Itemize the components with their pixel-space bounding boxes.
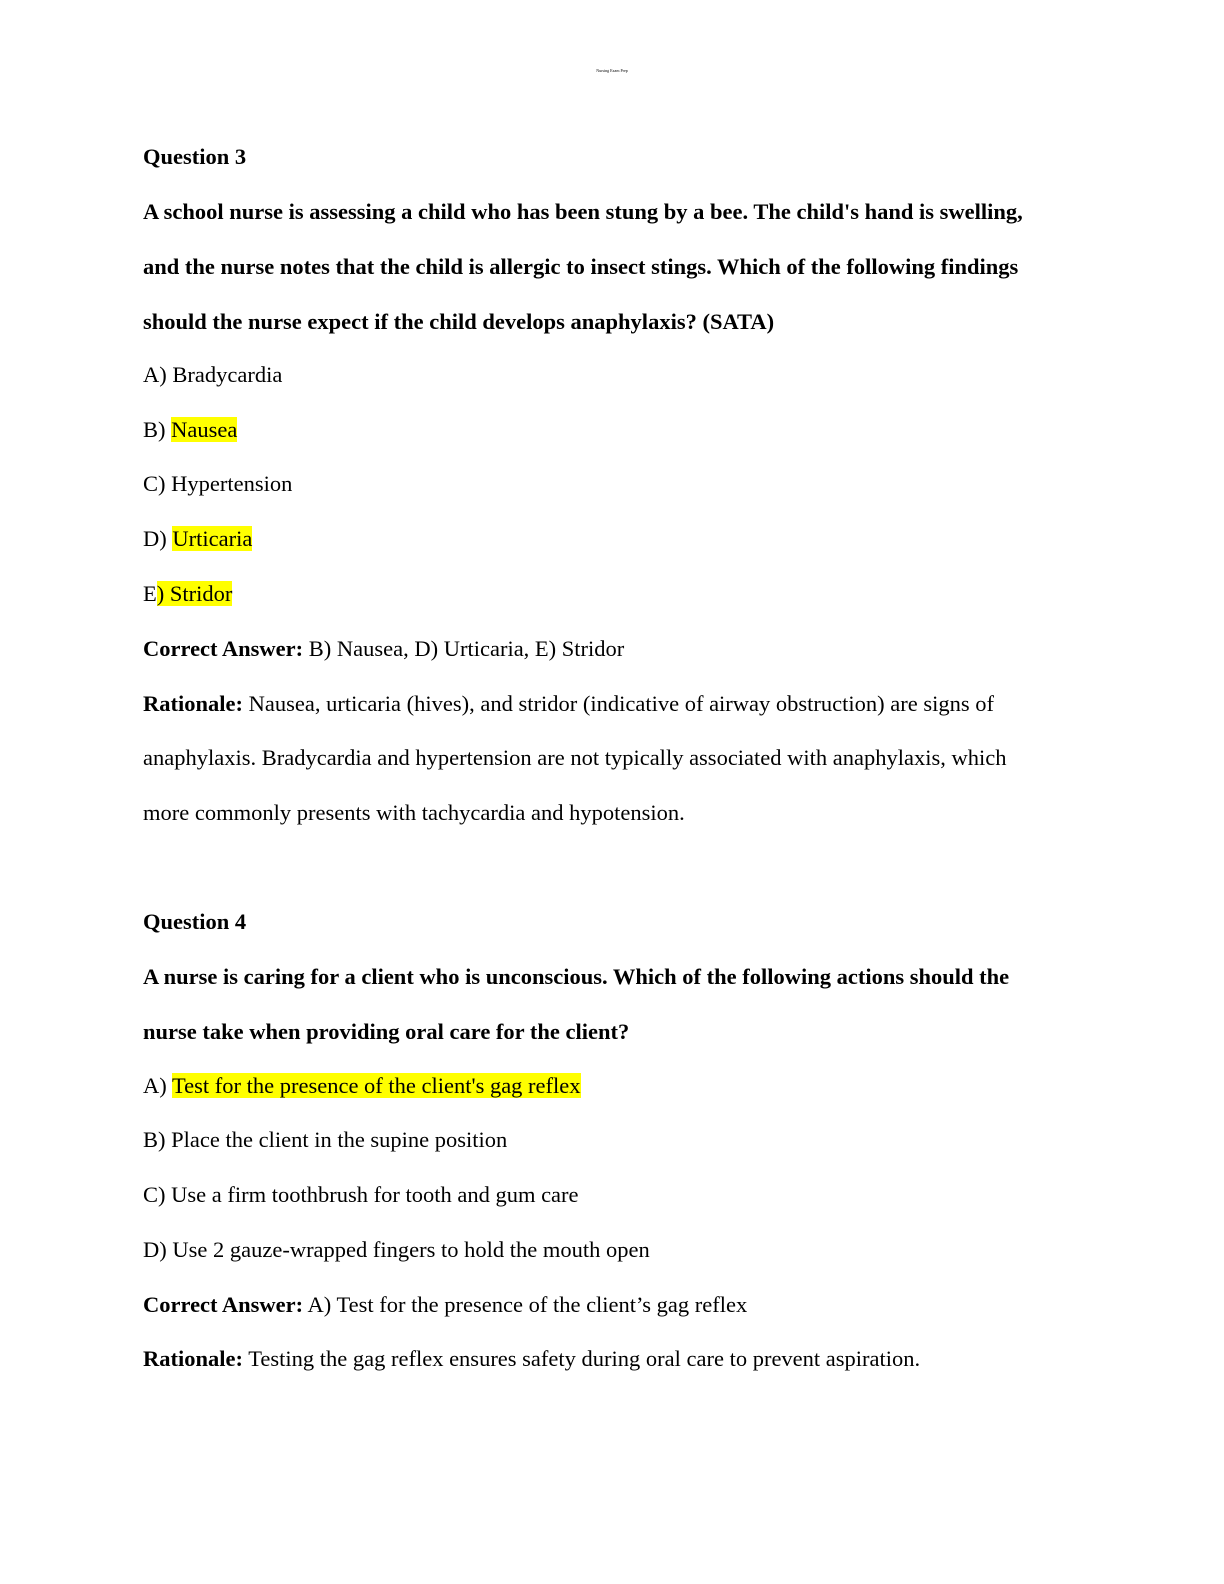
option-prefix: B) <box>143 417 172 442</box>
correct-answer-label: Correct Answer: <box>143 1292 304 1317</box>
question-4-heading: Question 4 <box>143 909 247 934</box>
question-3-rationale-line-2: anaphylaxis. Bradycardia and hypertension are not typically associated with anaphylaxis, which <box>143 745 1007 770</box>
question-3-stem-line-1: A school nurse is assessing a child who has been stung by a bee. The child's hand is swelling, <box>143 199 1023 224</box>
question-3-option-a <box>143 361 282 389</box>
rationale-label: Rationale: <box>143 691 243 716</box>
question-3-stem-line-2: and the nurse notes that the child is allergic to insect stings. Which of the following findings <box>143 254 1019 279</box>
option-prefix: B) <box>143 1127 172 1152</box>
option-text-highlighted: Nausea <box>171 417 238 442</box>
option-prefix: D) <box>143 1237 173 1262</box>
question-3-heading: Question 3 <box>143 144 247 169</box>
option-text: Bradycardia <box>172 362 283 387</box>
option-prefix: E <box>143 581 157 606</box>
option-text: Use 2 gauze-wrapped fingers to hold the mouth open <box>172 1237 650 1262</box>
question-4-option-b <box>143 1126 507 1154</box>
question-3-rationale-line-1 <box>143 690 994 718</box>
option-text: Hypertension <box>171 471 293 496</box>
option-prefix: D) <box>143 526 173 551</box>
question-4-option-d <box>143 1236 650 1264</box>
option-text-highlighted: Urticaria <box>172 526 253 551</box>
option-prefix: A) <box>143 1073 172 1098</box>
question-4-rationale-line-1 <box>143 1345 920 1373</box>
correct-answer-label: Correct Answer: <box>143 636 304 661</box>
question-4-option-c <box>143 1181 579 1209</box>
option-text-highlighted: Test for the presence of the client's gag reflex <box>171 1073 581 1098</box>
option-prefix: C) <box>143 471 172 496</box>
question-3-option-c <box>143 470 292 498</box>
correct-answer-text: B) Nausea, D) Urticaria, E) Stridor <box>303 636 625 661</box>
correct-answer-text: A) Test for the presence of the client’s gag reflex <box>303 1292 748 1317</box>
rationale-label: Rationale: <box>143 1346 243 1371</box>
question-3-option-b <box>143 416 237 444</box>
page-header-watermark: Nursing Exam Prep <box>596 68 628 73</box>
question-3-option-d <box>143 525 252 553</box>
option-text: Place the client in the supine position <box>171 1127 508 1152</box>
question-3-option-e <box>143 580 232 608</box>
question-4-stem-line-1: A nurse is caring for a client who is unconscious. Which of the following actions should the <box>143 964 1010 989</box>
option-prefix: C) <box>143 1182 172 1207</box>
question-3-rationale-line-3: more commonly presents with tachycardia and hypotension. <box>143 800 685 825</box>
question-4-option-a <box>143 1072 581 1100</box>
question-3-correct-answer <box>143 635 624 663</box>
question-4-correct-answer <box>143 1291 747 1319</box>
rationale-text: Testing the gag reflex ensures safety during oral care to prevent aspiration. <box>243 1346 921 1371</box>
option-text: Use a firm toothbrush for tooth and gum care <box>171 1182 579 1207</box>
option-text-highlighted: ) Stridor <box>156 581 233 606</box>
option-prefix: A) <box>143 362 173 387</box>
question-4-stem-line-2: nurse take when providing oral care for the client? <box>143 1019 630 1044</box>
rationale-text: Nausea, urticaria (hives), and stridor (indicative of airway obstruction) are signs of <box>243 691 994 716</box>
question-3-stem-line-3: should the nurse expect if the child develops anaphylaxis? (SATA) <box>143 309 775 334</box>
